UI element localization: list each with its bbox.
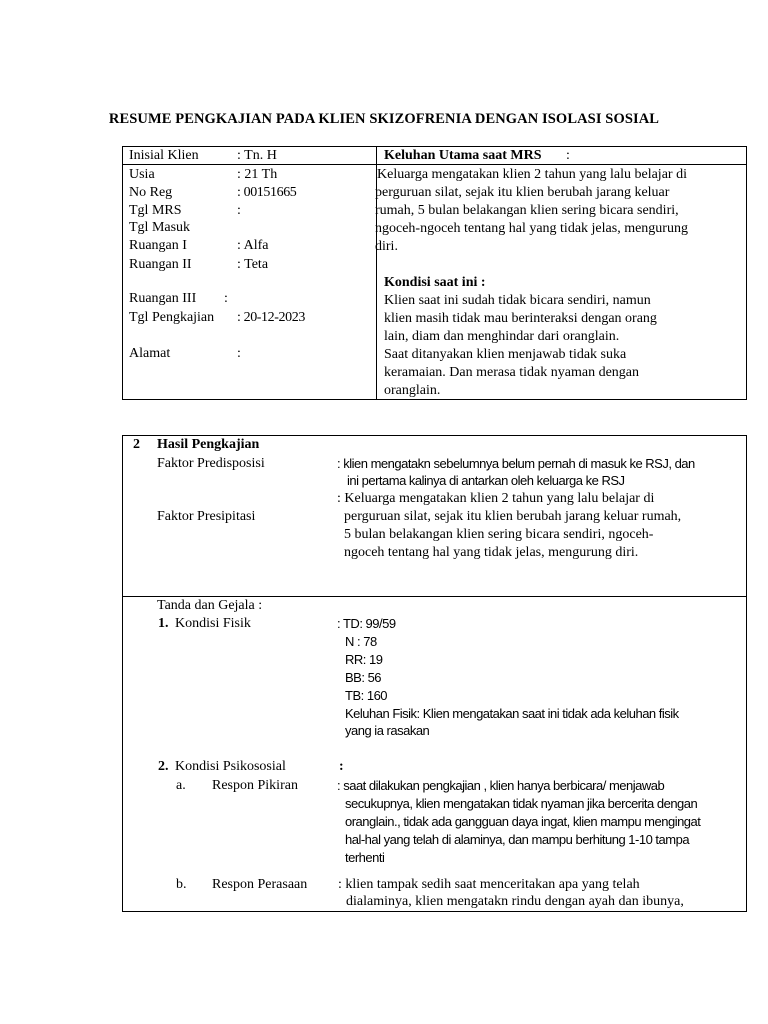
perasaan-label: Respon Perasaan <box>212 877 308 892</box>
keluhan-line: rumah, 5 bulan belakangan klien sering bicara sendiri, <box>375 203 679 218</box>
psiko-number: 2. <box>158 759 169 774</box>
identity-value: : Alfa <box>237 238 269 253</box>
identity-label: Tgl Masuk <box>129 220 191 235</box>
presipitasi-label: Faktor Presipitasi <box>157 509 256 524</box>
keluhan-line: diri. <box>375 239 398 254</box>
identity-value: : 20-12-2023 <box>237 310 305 325</box>
pikiran-line: hal-hal yang telah di alaminya, dan mampu berhitung 1-10 tampa <box>345 832 690 847</box>
pikiran-letter: a. <box>176 778 186 793</box>
identity-value: : <box>237 346 241 361</box>
fisik-line: BB: 56 <box>345 670 382 685</box>
presipitasi-line: perguruan silat, sejak itu klien berubah jarang keluar rumah, <box>344 509 682 524</box>
kondisi-line: klien masih tidak mau berinteraksi dengan orang <box>384 311 657 326</box>
identity-value: : <box>224 291 228 306</box>
perasaan-line: : klien tampak sedih saat menceritakan apa yang telah <box>338 877 640 892</box>
kondisi-line: keramaian. Dan merasa tidak nyaman dengan <box>384 365 640 380</box>
pikiran-line: oranglain., tidak ada gangguan daya ingat, klien mampu mengingat <box>345 814 701 829</box>
identity-label: Tgl Pengkajian <box>129 310 215 325</box>
pikiran-line: : saat dilakukan pengkajian , klien hanya berbicara/ menjawab <box>337 778 665 793</box>
identity-label: Ruangan III <box>129 291 197 306</box>
psiko-label: Kondisi Psikososial <box>175 759 286 774</box>
identity-value: : <box>237 203 241 218</box>
fisik-line: RR: 19 <box>345 652 383 667</box>
identity-label: Usia <box>129 167 155 182</box>
predisposisi-line: ini pertama kalinya di antarkan oleh keluarga ke RSJ <box>347 473 625 488</box>
presipitasi-line: ngoceh tentang hal yang tidak jelas, mengurung diri. <box>344 545 639 560</box>
presipitasi-line: 5 bulan belakangan klien sering bicara sendiri, ngoceh- <box>344 527 654 542</box>
identity-label: Ruangan I <box>129 238 187 253</box>
pikiran-line: terhenti <box>345 850 385 865</box>
keluhan-line: perguruan silat, sejak itu klien berubah jarang keluar <box>375 185 670 200</box>
keluhan-heading: Keluhan Utama saat MRS <box>384 148 542 163</box>
fisik-line: N : 78 <box>345 634 377 649</box>
fisik-line: Keluhan Fisik: Klien mengatakan saat ini tidak ada keluhan fisik <box>345 706 679 721</box>
identity-label: Ruangan II <box>129 257 192 272</box>
identity-label: Inisial Klien <box>129 148 199 163</box>
perasaan-letter: b. <box>176 877 187 892</box>
fisik-number: 1. <box>158 616 169 631</box>
fisik-label: Kondisi Fisik <box>175 616 251 631</box>
predisposisi-line: : klien mengatakn sebelumnya belum pernah di masuk ke RSJ, dan <box>337 456 695 471</box>
keluhan-line: ngoceh-ngoceh tentang hal yang tidak jelas, mengurung <box>375 221 688 236</box>
fisik-line: yang ia rasakan <box>345 723 430 738</box>
pikiran-line: secukupnya, klien mengatakan tidak nyaman jika bercerita dengan <box>345 796 698 811</box>
identity-label: No Reg <box>129 185 173 200</box>
keluhan-line: Keluarga mengatakan klien 2 tahun yang lalu belajar di <box>377 167 687 182</box>
identity-value: : Tn. H <box>237 148 277 163</box>
kondisi-heading: Kondisi saat ini : <box>384 275 486 290</box>
presipitasi-line: : Keluarga mengatakan klien 2 tahun yang lalu belajar di <box>337 491 655 506</box>
hasil-heading: Hasil Pengkajian <box>157 437 260 452</box>
identity-value: : 21 Th <box>237 167 278 182</box>
tanda-heading: Tanda dan Gejala : <box>157 598 263 613</box>
psiko-colon: : <box>339 759 344 774</box>
keluhan-colon: : <box>566 148 570 163</box>
pikiran-label: Respon Pikiran <box>212 778 298 793</box>
kondisi-line: Klien saat ini sudah tidak bicara sendiri, namun <box>384 293 651 308</box>
identity-value: : Teta <box>237 257 269 272</box>
predisposisi-label: Faktor Predisposisi <box>157 456 265 471</box>
document-title: RESUME PENGKAJIAN PADA KLIEN SKIZOFRENIA DENGAN ISOLASI SOSIAL <box>108 111 660 127</box>
identity-label: Alamat <box>129 346 171 361</box>
kondisi-line: lain, diam dan menghindar dari oranglain. <box>384 329 620 344</box>
kondisi-line: Saat ditanyakan klien menjawab tidak suka <box>384 347 627 362</box>
kondisi-line: oranglain. <box>384 383 441 398</box>
fisik-line: : TD: 99/59 <box>337 616 396 631</box>
section-number: 2 <box>133 437 140 452</box>
perasaan-line: dialaminya, klien mengatakn rindu dengan ayah dan ibunya, <box>346 894 684 909</box>
fisik-line: TB: 160 <box>345 688 388 703</box>
identity-label: Tgl MRS <box>129 203 182 218</box>
identity-value: : 00151665 <box>237 185 297 200</box>
